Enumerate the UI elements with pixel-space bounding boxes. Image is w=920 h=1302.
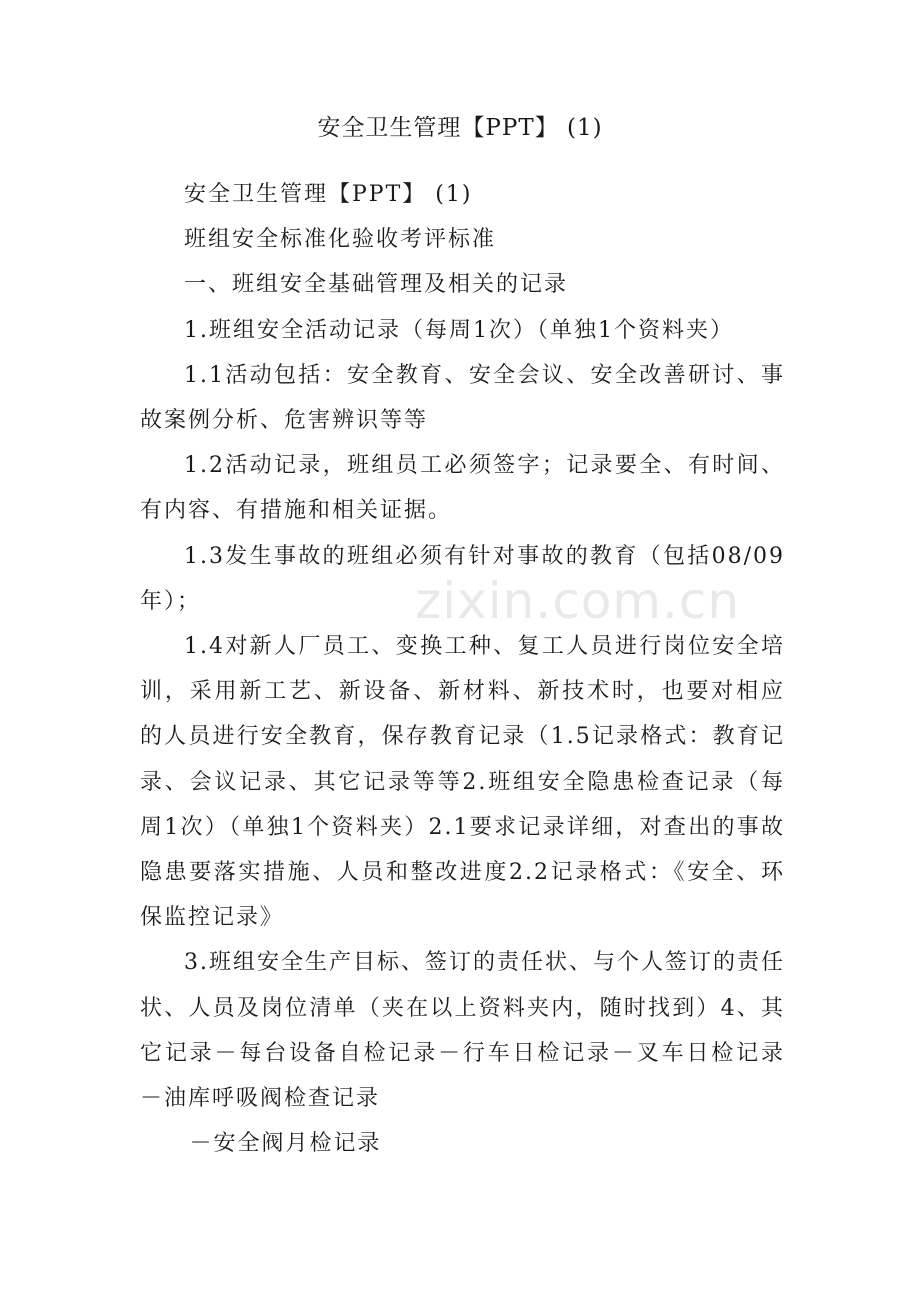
paragraph: 1.4对新人厂员工、变换工种、复工人员进行岗位安全培训，采用新工艺、新设备、新材料、新技术时，也要对相应的人员进行安全教育，保存教育记录（1.5记录格式：教育记录、会议记录、其它记录等等2.班组安全隐患检查记录（每周1次）（单独1个资料夹）2.1要求记录详细，对查出的事故隐患要落实措施、人员和整改进度2.2记录格式：《安全、环保监控记录》 — [140, 634, 785, 931]
paragraph: 安全卫生管理【PPT】 (1) — [184, 182, 473, 207]
paragraph: 班组安全标准化验收考评标准 — [184, 227, 497, 253]
paragraph: 1.班组安全活动记录（每周1次）（单独1个资料夹） — [184, 317, 734, 343]
document-body — [140, 172, 785, 1166]
paragraph: 1.1活动包括：安全教育、安全会议、安全改善研讨、事故案例分析、危害辨识等等 — [140, 362, 785, 434]
watermark: zixin.com.cn — [415, 572, 741, 630]
paragraph: 1.2活动记录，班组员工必须签字；记录要全、有时间、有内容、有措施和相关证据。 — [140, 453, 785, 524]
paragraph: 1.3发生事故的班组必须有针对事故的教育（包括08/09年）； — [140, 543, 785, 614]
paragraph: 3.班组安全生产目标、签订的责任状、与个人签订的责任状、人员及岗位清单（夹在以上资料夹内，随时找到）4、其它记录－每台设备自检记录－行车日检记录－叉车日检记录－油库呼吸阀检查记录 — [140, 950, 785, 1112]
paragraph: 一、班组安全基础管理及相关的记录 — [184, 272, 569, 298]
paragraph: －安全阀月检记录 — [189, 1131, 382, 1157]
document-title: 安全卫生管理【PPT】 (1) — [317, 115, 603, 141]
